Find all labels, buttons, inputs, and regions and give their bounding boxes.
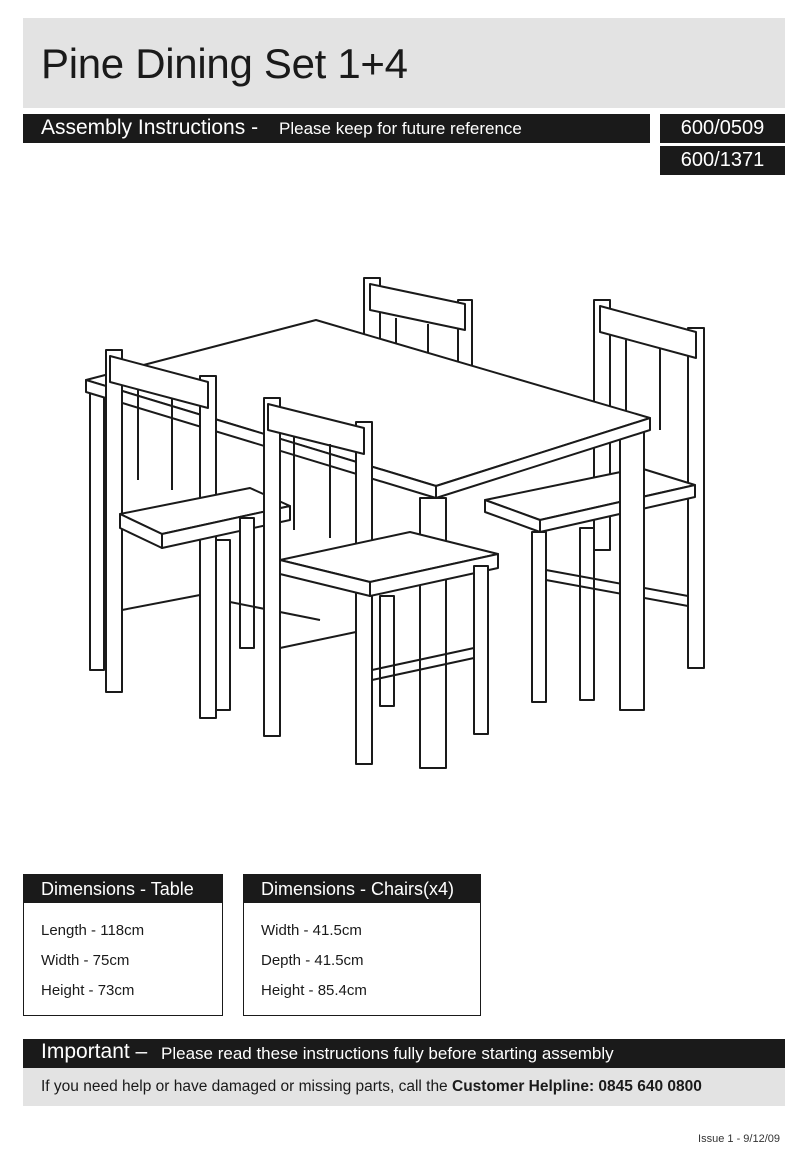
chair-dimensions-list <box>244 903 480 1011</box>
table-dimensions-list <box>24 903 222 1011</box>
assembly-label: Assembly Instructions - <box>41 116 259 139</box>
chair-dimensions-box <box>243 874 481 1016</box>
important-label: Important – <box>41 1040 148 1063</box>
table-dimensions-heading: Dimensions - Table <box>24 875 222 903</box>
chair-back-right <box>485 300 704 702</box>
table-dimensions-box <box>23 874 223 1016</box>
customer-helpline: Customer Helpline: 0845 640 0800 <box>452 1078 702 1095</box>
help-text: If you need help or have damaged or missing parts, call the <box>41 1078 452 1095</box>
chair-depth: Depth - 41.5cm <box>261 952 364 969</box>
chair-height: Height - 85.4cm <box>261 982 367 999</box>
help-band <box>23 1068 785 1106</box>
assembly-note: Please keep for future reference <box>279 119 522 138</box>
product-code-1: 600/0509 <box>660 114 785 143</box>
title-band <box>23 18 785 108</box>
important-note: Please read these instructions fully before starting assembly <box>161 1044 614 1063</box>
table-length: Length - 118cm <box>41 922 145 939</box>
page-title: Pine Dining Set 1+4 <box>41 40 408 87</box>
chair-width: Width - 41.5cm <box>261 922 362 939</box>
table-width: Width - 75cm <box>41 952 130 969</box>
assembly-instructions-bar <box>23 114 650 143</box>
issue-number: Issue 1 - 9/12/09 <box>698 1133 780 1145</box>
chair-dimensions-heading: Dimensions - Chairs(x4) <box>244 875 480 903</box>
important-bar <box>23 1039 785 1068</box>
product-code-2: 600/1371 <box>660 146 785 175</box>
help-text-line <box>41 1068 702 1106</box>
dining-set-illustration <box>80 270 720 770</box>
table-height: Height - 73cm <box>41 982 135 999</box>
